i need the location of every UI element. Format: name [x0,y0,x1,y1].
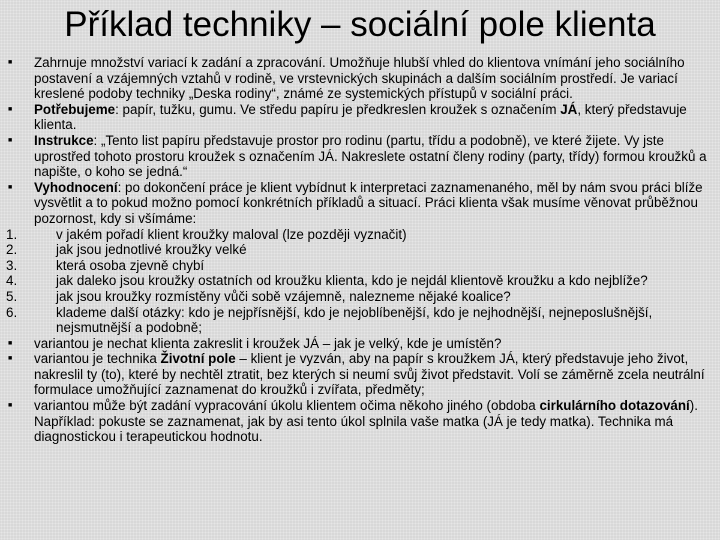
square-bullet-icon: ■ [8,339,13,347]
square-bullet-icon: ■ [8,183,13,191]
item-text: jak jsou jednotlivé kroužky velké [56,242,247,258]
item-bold-lead: Instrukce [34,132,94,148]
item-text: : „Tento list papíru představuje prostor pro rodinu (partu, třídu a podobně), ve které žijete. Vy jste uprostřed tohoto prostoru kroužek s označením JÁ. Nakreslete ostatní členy rodiny (party, třídy) formou kroužků a napište, o koho se jedná.“ [34,132,707,180]
item-number: 6. [6,304,18,320]
item-number: 4. [6,273,18,289]
bullet-item [6,55,714,102]
bullet-item [6,102,714,133]
item-bold-inner: cirkulárního dotazování [539,398,690,414]
numbered-item [6,258,714,274]
numbered-item [6,305,714,336]
bullet-item [6,336,714,352]
bullet-item [6,351,714,398]
item-text: ). Například: pokuste se zaznamenat, jak by asi tento úkol splnila vaše matka (JÁ je tedy matka). Technika má diagnostickou i terapeutickou hodnotu. [34,398,698,445]
item-text: v jakém pořadí klient kroužky maloval (lze později vyznačit) [56,226,407,242]
item-number: 5. [6,288,18,304]
item-bold-inner: JÁ [560,101,578,117]
numbered-item [6,289,714,305]
item-bold-lead: Potřebujeme [34,101,116,117]
item-bold-inner: Životní pole [160,351,236,367]
numbered-item [6,242,714,258]
square-bullet-icon: ■ [8,59,13,66]
item-text: Zahrnuje množství variací k zadání a zpracování. Umožňuje hlubší vhled do klientova vnímání jeho sociálního postavení a vzájemných vztahů v rodině, ve vrstevnických skupinách a dalším sociálním prostředí. Je variací kreslené podoby techniky „Deska rodiny“, známé ze systemických přístupů v sociální práci. [34,55,685,102]
item-text: : papír, tužku, gumu. Ve středu papíru je předkreslen kroužek s označením [115,101,561,117]
bullet-item [6,133,714,180]
bullet-item [6,180,714,227]
item-number: 2. [6,242,18,258]
bullet-item [6,398,714,445]
slide-title: Příklad techniky – sociální pole klienta [64,5,656,44]
item-text: která osoba zjevně chybí [56,257,205,273]
item-text: klademe další otázky: kdo je nejpřísnější, kdo je nejoblíbenější, kdo je nejhodnější, nejneposlušnější, nejsmutnější a podobně; [56,304,653,336]
item-text: variantou je technika [34,351,161,367]
item-bold-lead: Vyhodnocení [34,179,118,195]
item-text: variantou je nechat klienta zakreslit i kroužek JÁ – jak je velký, kde je umístěn? [34,335,502,351]
numbered-item [6,273,714,289]
square-bullet-icon: ■ [8,136,13,144]
item-number: 3. [6,257,18,273]
item-text: variantou může být zadání vypracování úkolu klientem očima někoho jiného (obdoba [34,398,540,414]
item-number: 1. [6,226,18,242]
numbered-item [6,227,714,243]
item-text: – klient je vyzván, aby na papír s kroužkem JÁ, který představuje jeho život, nakreslil ty (to), které by nechtěl ztratit, bez kterých si neumí svůj život představit. Volí se záměrně zcela neutrální formulace umožňující zaznamenat do kroužků i zvířata, předměty; [34,351,705,398]
item-text: : po dokončení práce je klient vybídnut k interpretaci zaznamenaného, měl by nám svou práci blíže vysvětlit a to pokud možno pomocí konkrétních příkladů a situací. Práci klienta však musíme věnovat průběžnou pozornost, kdy si všímáme: [34,179,703,226]
square-bullet-icon: ■ [8,355,13,363]
item-text: jak jsou kroužky rozmístěny vůči sobě vzájemně, nalezneme nějaké koalice? [56,288,511,304]
item-text: , který představuje klienta. [34,101,687,133]
square-bullet-icon: ■ [8,402,13,410]
slide-content [6,55,714,445]
item-text: jak daleko jsou kroužky ostatních od kroužku klienta, kdo je nejdál klientově kroužku a kdo nejblíže? [56,273,648,289]
square-bullet-icon: ■ [8,105,13,113]
